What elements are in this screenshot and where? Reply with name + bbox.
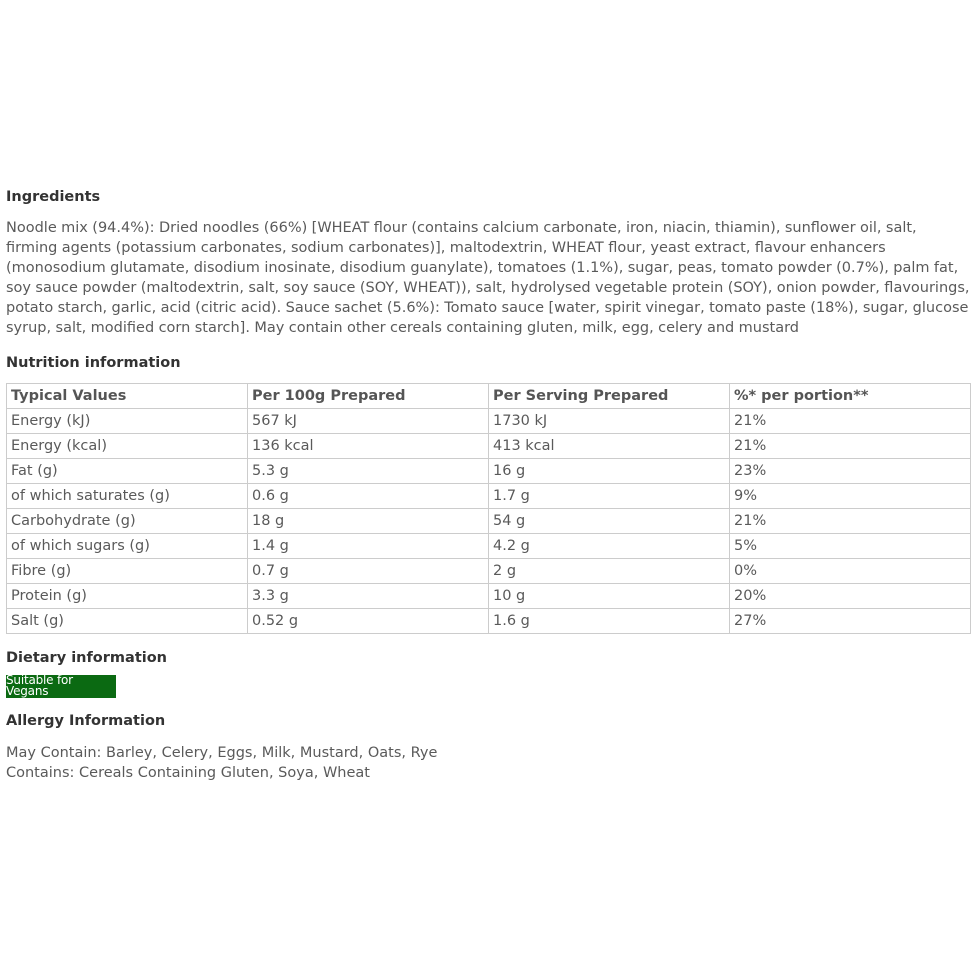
- per-serving-value: 4.2 g: [489, 534, 730, 559]
- per-100g-value: 136 kcal: [248, 434, 489, 459]
- nutrition-table: [6, 383, 971, 634]
- table-row: [7, 509, 971, 534]
- percent-portion-value: 23%: [730, 459, 971, 484]
- nutrition-header-row: [7, 384, 971, 409]
- per-100g-value: 18 g: [248, 509, 489, 534]
- per-100g-value: 1.4 g: [248, 534, 489, 559]
- percent-portion-value: 27%: [730, 609, 971, 634]
- per-100g-value: 0.7 g: [248, 559, 489, 584]
- per-100g-value: 5.3 g: [248, 459, 489, 484]
- nutrient-name: of which saturates (g): [7, 484, 248, 509]
- nutrient-name: of which sugars (g): [7, 534, 248, 559]
- nutrient-name: Carbohydrate (g): [7, 509, 248, 534]
- per-serving-value: 16 g: [489, 459, 730, 484]
- percent-portion-value: 20%: [730, 584, 971, 609]
- nutrient-name: Fat (g): [7, 459, 248, 484]
- column-header-percent-portion: %* per portion**: [730, 384, 971, 409]
- table-row: [7, 434, 971, 459]
- table-row: [7, 484, 971, 509]
- allergy-may-contain: May Contain: Barley, Celery, Eggs, Milk, Mustard, Oats, Rye: [6, 745, 438, 761]
- percent-portion-value: 0%: [730, 559, 971, 584]
- allergy-heading: Allergy Information: [6, 713, 166, 729]
- per-serving-value: 413 kcal: [489, 434, 730, 459]
- per-serving-value: 2 g: [489, 559, 730, 584]
- product-info: [6, 186, 970, 783]
- dietary-heading: Dietary information: [6, 650, 168, 666]
- percent-portion-value: 5%: [730, 534, 971, 559]
- table-row: [7, 609, 971, 634]
- nutrient-name: Fibre (g): [7, 559, 248, 584]
- nutrient-name: Salt (g): [7, 609, 248, 634]
- table-row: [7, 534, 971, 559]
- per-100g-value: 567 kJ: [248, 409, 489, 434]
- column-header-per-serving: Per Serving Prepared: [489, 384, 730, 409]
- per-serving-value: 54 g: [489, 509, 730, 534]
- nutrient-name: Energy (kJ): [7, 409, 248, 434]
- per-serving-value: 1730 kJ: [489, 409, 730, 434]
- table-row: [7, 459, 971, 484]
- per-serving-value: 1.7 g: [489, 484, 730, 509]
- table-row: [7, 409, 971, 434]
- percent-portion-value: 9%: [730, 484, 971, 509]
- per-serving-value: 1.6 g: [489, 609, 730, 634]
- nutrient-name: Energy (kcal): [7, 434, 248, 459]
- ingredients-text: Noodle mix (94.4%): Dried noodles (66%) [WHEAT flour (contains calcium carbonate, iron, niacin, thiamin), sunflower oil, salt, firming agents (potassium carbonates, sodium carbonates)], maltodextrin, WHEAT flour, yeast extract, flavour enhancers (monosodium glutamate, disodium inosinate, disodium guanylate), tomatoes (1.1%), sugar, peas, tomato powder (0.7%), palm fat, soy sauce powder (maltodextrin, salt, soy sauce (SOY, WHEAT)), salt, hydrolysed vegetable protein (SOY), onion powder, flavourings, potato starch, garlic, acid (citric acid). Sauce sachet (5.6%): Tomato sauce [water, spirit vinegar, tomato paste (18%), sugar, glucose syrup, salt, modified corn starch]. May contain other cereals containing gluten, milk, egg, celery and mustard: [6, 220, 970, 336]
- ingredients-heading: Ingredients: [6, 189, 101, 205]
- vegan-badge: Suitable for Vegans: [6, 675, 116, 698]
- percent-portion-value: 21%: [730, 509, 971, 534]
- allergy-contains: Contains: Cereals Containing Gluten, Soya, Wheat: [6, 765, 370, 781]
- percent-portion-value: 21%: [730, 434, 971, 459]
- nutrition-heading: Nutrition information: [6, 355, 181, 371]
- table-row: [7, 584, 971, 609]
- column-header-per-100g: Per 100g Prepared: [248, 384, 489, 409]
- percent-portion-value: 21%: [730, 409, 971, 434]
- nutrient-name: Protein (g): [7, 584, 248, 609]
- per-100g-value: 0.52 g: [248, 609, 489, 634]
- per-100g-value: 3.3 g: [248, 584, 489, 609]
- column-header-typical-values: Typical Values: [7, 384, 248, 409]
- table-row: [7, 559, 971, 584]
- per-serving-value: 10 g: [489, 584, 730, 609]
- per-100g-value: 0.6 g: [248, 484, 489, 509]
